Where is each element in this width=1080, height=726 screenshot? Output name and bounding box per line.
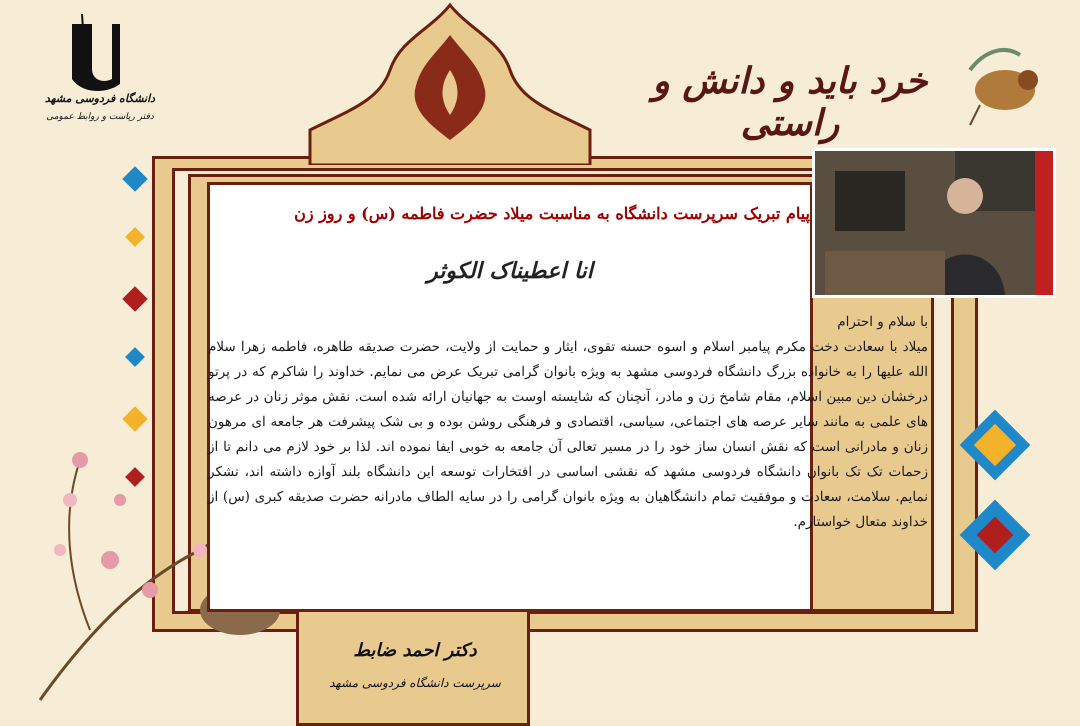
signature-frame	[296, 604, 530, 726]
university-name: دانشگاه فردوسی مشهد	[44, 92, 156, 105]
signer-role: سرپرست دانشگاه فردوسی مشهد	[329, 676, 501, 690]
right-geometric-border-icon	[940, 400, 1050, 600]
office-name: دفتر ریاست و روابط عمومی	[46, 112, 154, 122]
greeting-text: با سلام و احترام	[837, 314, 928, 330]
quran-quote: انا اعطیناک الکوثر	[427, 258, 593, 284]
bird-icon	[950, 30, 1060, 130]
portrait-photo-icon	[815, 151, 1053, 295]
message-body	[208, 310, 928, 535]
portrait-photo	[812, 148, 1056, 298]
body-paragraph: میلاد با سعادت دخت مکرم پیامبر اسلام و اسوه حسنه تقوی، ایثار و حمایت از ولایت، حضرت صدیقه طاهره، فاطمه زهرا سلام الله علیها را به خانواده بزرگ دانشگاه فردوسی مشهد به ویژه بانوان گرامی تبریک عرض می نمایم. خداوند را شاکرم که در پرتو درخشان دین مبین اسلام، مقام شامخ زن و مادر، آنچنان که شایسته اوست به جهانیان ارائه شده است. نقش موثر زنان در عرصه های علمی به مانند سایر عرصه های اجتماعی، سیاسی، اقتصادی و فرهنگی روشن بوده و بی شک پیشرفت هر جامعه ای مرهون زنان و مادرانی است که نقش انسان ساز خود را در مسیر تعالی آن جامعه به خوبی ایفا نموده اند. لذا بر خود لازم می دانم تا از زحمات تک تک بانوان دانشگاه فردوسی مشهد که نقشی اساسی در افتخارات توسعه این دانشگاه بلند آوازه داشته اند، تشکر نمایم. سلامت، سعادت و موفقیت تمام دانشگاهیان به ویژه بانوان گرامی را در سایه الطاف مادرانه حضرت صدیقه کبری (س) از خداوند متعال خواستارم.	[208, 339, 928, 530]
signer-name: دکتر احمد ضابط	[353, 640, 477, 661]
top-ornament-icon	[290, 0, 610, 165]
message-headline: پیام تبریک سرپرست دانشگاه به مناسبت میلاد حضرت فاطمه (س) و روز زن	[294, 204, 810, 223]
university-logo-icon	[62, 14, 132, 94]
calligraphy-title: خرد باید و دانش و راستی	[652, 60, 928, 144]
